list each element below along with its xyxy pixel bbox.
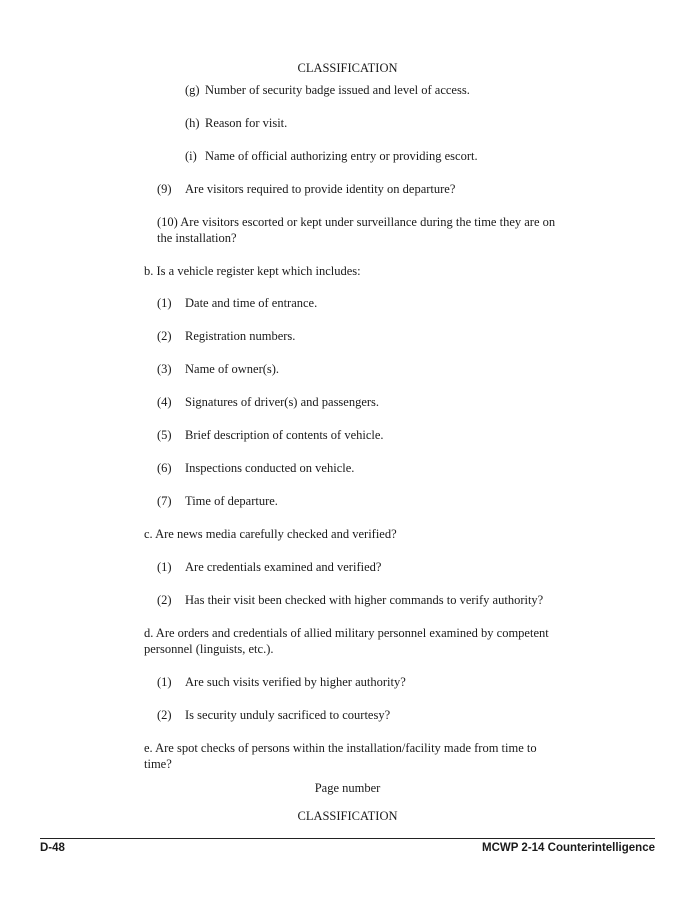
footer-page-id: D-48 [40, 842, 65, 854]
b-item-7-text: Time of departure. [185, 494, 278, 508]
page-number-placeholder: Page number [314, 781, 381, 795]
item-h-text: Reason for visit. [205, 116, 288, 130]
b-item-6-text: Inspections conducted on vehicle. [185, 461, 355, 475]
section-d-line2: personnel (linguists, etc.). [144, 642, 274, 656]
b-item-7-label: (7) [157, 494, 172, 508]
c-item-1-label: (1) [157, 560, 172, 574]
b-item-1-text: Date and time of entrance. [185, 296, 318, 310]
item-h-label: (h) [185, 116, 200, 130]
c-item-1-text: Are credentials examined and verified? [185, 560, 382, 574]
d-item-2-label: (2) [157, 708, 172, 722]
b-item-5-label: (5) [157, 428, 172, 442]
q9-text: Are visitors required to provide identity on departure? [185, 182, 456, 196]
d-item-1-label: (1) [157, 675, 172, 689]
b-item-3-text: Name of owner(s). [185, 362, 280, 376]
b-item-2-text: Registration numbers. [185, 329, 296, 343]
b-item-4-label: (4) [157, 395, 172, 409]
item-g-label: (g) [185, 83, 200, 97]
section-c-heading: c. Are news media carefully checked and verified? [144, 527, 397, 541]
d-item-1-text: Are such visits verified by higher authority? [185, 675, 406, 689]
footer-publication-title: MCWP 2-14 Counterintelligence [482, 842, 655, 854]
item-g-text: Number of security badge issued and level of access. [205, 83, 470, 97]
section-e-line2: time? [144, 757, 172, 771]
section-b-heading: b. Is a vehicle register kept which includes: [144, 264, 361, 278]
q9-label: (9) [157, 182, 172, 196]
b-item-4-text: Signatures of driver(s) and passengers. [185, 395, 380, 409]
section-e-line1: e. Are spot checks of persons within the installation/facility made from time to [144, 741, 537, 755]
b-item-5-text: Brief description of contents of vehicle. [185, 428, 384, 442]
b-item-1-label: (1) [157, 296, 172, 310]
c-item-2-label: (2) [157, 593, 172, 607]
q10-line1: (10) Are visitors escorted or kept under surveillance during the time they are on [157, 215, 556, 229]
c-item-2-text: Has their visit been checked with higher commands to verify authority? [185, 593, 544, 607]
section-d-line1: d. Are orders and credentials of allied military personnel examined by competent [144, 626, 549, 640]
item-i-text: Name of official authorizing entry or providing escort. [205, 149, 478, 163]
b-item-6-label: (6) [157, 461, 172, 475]
b-item-3-label: (3) [157, 362, 172, 376]
q10-line2: the installation? [157, 231, 237, 245]
classification-header: CLASSIFICATION [297, 61, 398, 75]
classification-footer: CLASSIFICATION [297, 809, 398, 823]
b-item-2-label: (2) [157, 329, 172, 343]
d-item-2-text: Is security unduly sacrificed to courtesy? [185, 708, 391, 722]
item-i-label: (i) [185, 149, 197, 163]
footer-divider [40, 838, 655, 839]
